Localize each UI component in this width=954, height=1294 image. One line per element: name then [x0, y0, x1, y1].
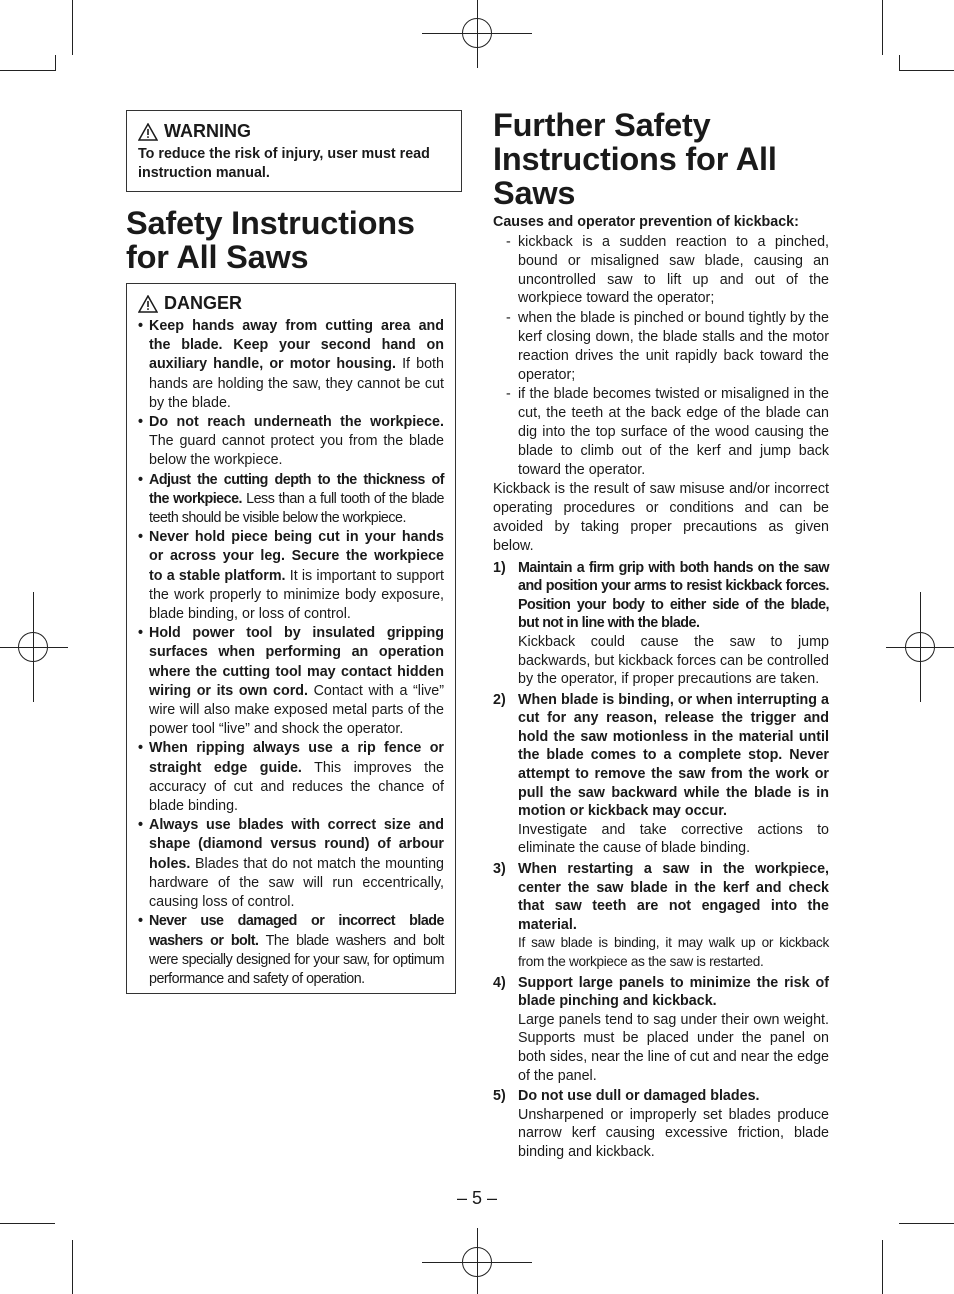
- warning-triangle-icon: [138, 123, 158, 141]
- list-item: - kickback is a sudden reaction to a pinched, bound or misaligned saw blade, causing an uncontrolled saw to lift up and out of the workpiece toward the operator;: [493, 233, 829, 308]
- list-item: 5) Do not use dull or damaged blades. Unsharpened or improperly set blades produce narrow kerf causing excessive friction, blade binding and kickback.: [493, 1088, 829, 1160]
- list-item: 1) Maintain a firm grip with both hands on the saw and position your arms to resist kickback forces. Position your body to either side of the blade, but not in line with the blade. Kickback could cause the saw to jump backwards, but kickback forces can be controlled by the operator, if proper precautions are taken.: [493, 559, 829, 688]
- list-item: 3) When restarting a saw in the workpiece, center the saw blade in the kerf and check that saw teeth are not engaged into the material. If saw blade is binding, it may walk up or kickback from the workpiece as the saw is restarted.: [493, 861, 829, 970]
- list-item: • Never hold piece being cut in your hands or across your leg. Secure the workpiece to a stable platform. It is important to support the work properly to minimize body exposure, blade binding, or loss of control.: [138, 528, 444, 624]
- danger-title-text: DANGER: [164, 293, 243, 313]
- list-item: • Hold power tool by insulated gripping surfaces when performing an operation where the cutting tool may contact hidden wiring or its own cord. Contact with a “live” wire will also make exposed metal parts of the power tool “live” and shock the operator.: [138, 624, 444, 739]
- list-item: - if the blade becomes twisted or misaligned in the cut, the teeth at the back edge of the blade can dig into the top surface of the wood causing the blade to climb out of the kerf and jump back toward the operator.: [493, 385, 829, 479]
- warning-text: To reduce the risk of injury, user must read instruction manual.: [138, 146, 430, 181]
- danger-list: [138, 317, 444, 989]
- danger-box: [126, 283, 456, 994]
- list-item: • Always use blades with correct size and shape (diamond versus round) of arbour holes. Blades that do not match the mounting hardware of the saw will run eccentrically, causing loss of control.: [138, 816, 444, 912]
- warning-title-text: WARNING: [164, 121, 251, 141]
- list-item: • Do not reach underneath the workpiece. The guard cannot protect you from the blade below the workpiece.: [138, 413, 444, 471]
- list-item: 4) Support large panels to minimize the risk of blade pinching and kickback. Large panels tend to sag under their own weight. Supports must be placed under the panel on both sides, near the line of cut and near the edge of the panel.: [493, 974, 829, 1084]
- page-title-right: Further Safety Instructions for All Saws: [493, 107, 777, 211]
- kickback-subheading: Causes and operator prevention of kickback:: [493, 214, 799, 230]
- page-title-left: Safety Instructions for All Saws: [126, 205, 415, 275]
- right-column: [493, 108, 829, 1164]
- kickback-causes-list: [493, 233, 829, 479]
- left-column: [126, 110, 462, 994]
- precautions-list: [493, 559, 829, 1162]
- danger-triangle-icon: [138, 295, 158, 313]
- list-item: • When ripping always use a rip fence or straight edge guide. This improves the accuracy of cut and reduces the chance of blade binding.: [138, 739, 444, 816]
- kickback-paragraph: Kickback is the result of saw misuse and/or incorrect operating procedures or conditions and can be avoided by taking proper precautions as given below.: [493, 481, 829, 554]
- list-item: • Never use damaged or incorrect blade washers or bolt. The blade washers and bolt were specially designed for your saw, for optimum performance and safety of operation.: [138, 912, 444, 989]
- page-number: – 5 –: [456, 1188, 498, 1208]
- list-item: - when the blade is pinched or bound tightly by the kerf closing down, the blade stalls and the motor reaction drives the unit rapidly back toward the operator;: [493, 309, 829, 384]
- danger-title: [138, 293, 444, 314]
- warning-title: [138, 121, 451, 142]
- list-item: • Adjust the cutting depth to the thickness of the workpiece. Less than a full tooth of the blade teeth should be visible below the workpiece.: [138, 471, 444, 529]
- list-item: 2) When blade is binding, or when interrupting a cut for any reason, release the trigger and hold the saw motionless in the material until the blade comes to a complete stop. Never attempt to remove the saw from the work or pull the saw backward while the blade is in motion or kickback may occur. Investigate and take corrective actions to eliminate the cause of blade binding.: [493, 691, 829, 857]
- list-item: • Keep hands away from cutting area and the blade. Keep your second hand on auxiliary handle, or motor housing. If both hands are holding the saw, they cannot be cut by the blade.: [138, 317, 444, 413]
- warning-box: [126, 110, 462, 192]
